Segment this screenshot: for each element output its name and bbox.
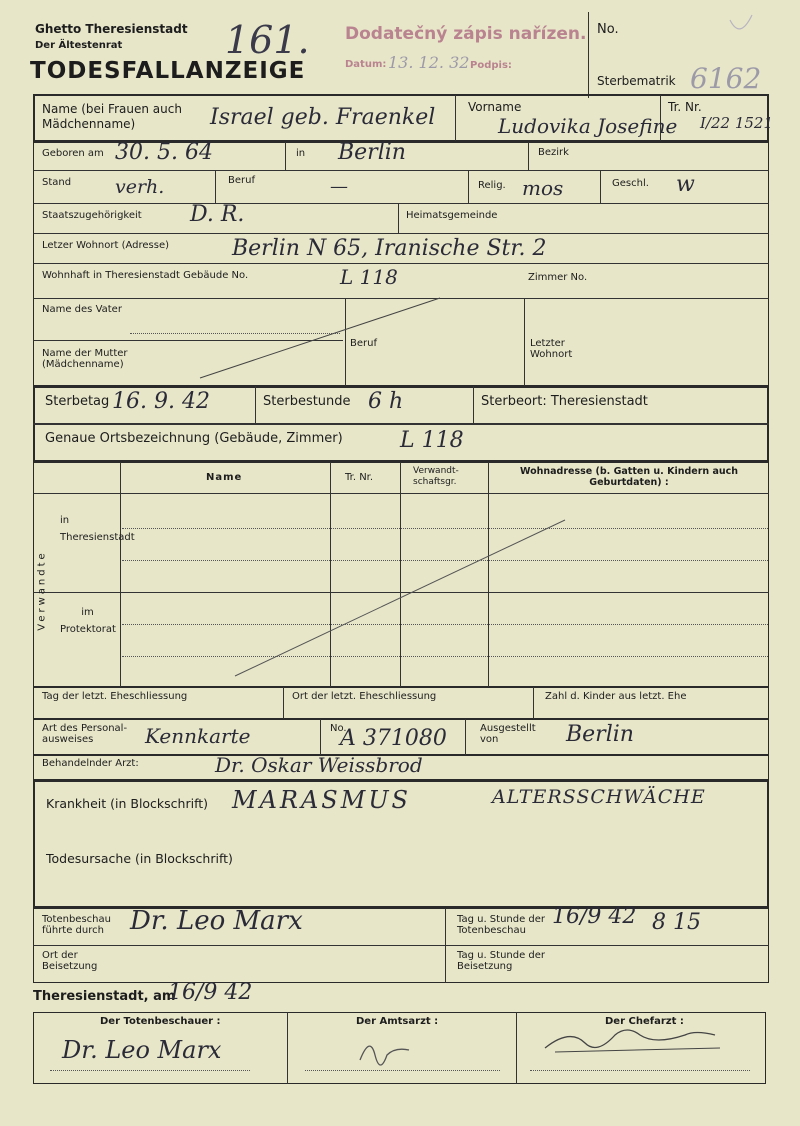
stand-label: Stand bbox=[42, 177, 72, 188]
stamp-datum-label: Datum: bbox=[345, 59, 387, 70]
sterbetag-label: Sterbetag bbox=[45, 394, 110, 409]
todesursache-label: Todesursache (in Blockschrift) bbox=[46, 851, 233, 866]
col-wohnadresse: Wohnadresse (b. Gatten u. Kindern auch Geburtdaten) : bbox=[519, 466, 739, 488]
beruf-value: — bbox=[330, 176, 348, 197]
ortsbez-value: L 118 bbox=[400, 428, 464, 453]
in-label: in bbox=[296, 148, 306, 159]
handwritten-number: 161. bbox=[225, 18, 310, 62]
ausweis-no-value: A 371080 bbox=[340, 726, 447, 751]
beruf-label: Beruf bbox=[228, 175, 255, 186]
beruf2-label: Beruf bbox=[350, 338, 377, 349]
sterbetag-value: 16. 9. 42 bbox=[112, 389, 210, 414]
ausweis-no-label: No. bbox=[330, 723, 347, 734]
wohnhaft-label: Wohnhaft in Theresienstadt Gebäude No. bbox=[42, 270, 249, 281]
vater-label: Name des Vater bbox=[42, 304, 122, 315]
stamp-nachtrag: Dodatečný zápis nařízen. bbox=[345, 24, 587, 44]
totenbeschau-label: Totenbeschau führte durch bbox=[42, 914, 111, 936]
bezirk-label: Bezirk bbox=[538, 147, 569, 158]
date-line-value: 16/9 42 bbox=[168, 980, 253, 1005]
vorname-label: Vorname bbox=[468, 100, 522, 114]
ortsbez-label: Genaue Ortsbezeichnung (Gebäude, Zimmer) bbox=[45, 431, 343, 446]
in-theresienstadt-label: in Theresienstadt bbox=[60, 515, 135, 543]
krankheit-label: Krankheit (in Blockschrift) bbox=[46, 796, 209, 811]
geboren-label: Geboren am bbox=[42, 148, 104, 159]
heimat-label: Heimatsgemeinde bbox=[406, 210, 498, 221]
ort-ehe-label: Ort der letzt. Eheschliessung bbox=[292, 691, 437, 702]
in-value: Berlin bbox=[338, 140, 406, 165]
ausgestellt-value: Berlin bbox=[566, 722, 634, 747]
im-protektorat-label: im Protektorat bbox=[60, 607, 116, 635]
ausgestellt-label: Ausgestellt von bbox=[480, 723, 536, 745]
tag-beisetzung-label: Tag u. Stunde der Beisetzung bbox=[457, 950, 546, 972]
org-line1: Ghetto Theresienstadt bbox=[35, 22, 188, 36]
arzt-value: Dr. Oskar Weissbrod bbox=[215, 753, 423, 777]
verwandte-side-label: Verwandte bbox=[36, 550, 48, 631]
wohnort-label: Letzer Wohnort (Adresse) bbox=[42, 240, 170, 251]
sterbestunde-label: Sterbestunde bbox=[263, 394, 351, 409]
org-line2: Der Ältestenrat bbox=[35, 40, 123, 51]
col-verwandt: Verwandt-schaftsgr. bbox=[413, 466, 459, 487]
col-trnr: Tr. Nr. bbox=[345, 472, 374, 483]
sterbematrik-value: 6162 bbox=[690, 62, 762, 95]
sig-amtsarzt-label: Der Amtsarzt : bbox=[356, 1016, 439, 1027]
geschl-label: Geschl. bbox=[612, 178, 649, 189]
trnr-value: I/22 1521 bbox=[700, 114, 774, 132]
relig-label: Relig. bbox=[478, 180, 506, 191]
letzter-wohnort-label: Letzter Wohnort bbox=[530, 338, 573, 360]
trnr-label: Tr. Nr. bbox=[668, 100, 702, 114]
geboren-value: 30. 5. 64 bbox=[115, 140, 213, 165]
sterbematrik-label: Sterbematrik bbox=[597, 74, 676, 88]
name-label: Name (bei Frauen auch Mädchenname) bbox=[42, 102, 182, 131]
sterbeort-label: Sterbeort: Theresienstadt bbox=[481, 394, 648, 409]
tag-totenbeschau-value: 16/9 42 bbox=[552, 904, 637, 929]
mutter-label: Name der Mutter (Mädchenname) bbox=[42, 348, 128, 370]
ort-beisetzung-label: Ort der Beisetzung bbox=[42, 950, 98, 972]
geschl-value: w bbox=[676, 172, 695, 197]
arzt-label: Behandelnder Arzt: bbox=[42, 758, 139, 769]
stamp-datum-value: 13. 12. 32 bbox=[388, 53, 470, 72]
staats-label: Staatszugehörigkeit bbox=[42, 210, 142, 221]
tag-totenbeschau-label: Tag u. Stunde der Totenbeschau bbox=[457, 914, 546, 936]
krankheit-value1: MARASMUS bbox=[232, 786, 411, 814]
sig-totenbeschauer-value: Dr. Leo Marx bbox=[62, 1036, 222, 1064]
totenbeschau-value: Dr. Leo Marx bbox=[130, 906, 303, 936]
wohnhaft-value: L 118 bbox=[340, 265, 398, 289]
relig-value: mos bbox=[522, 176, 564, 200]
krankheit-value2: ALTERSSCHWÄCHE bbox=[492, 786, 706, 808]
tag-ehe-label: Tag der letzt. Eheschliessung bbox=[42, 691, 188, 702]
sterbestunde-value: 6 h bbox=[368, 389, 404, 414]
staats-value: D. R. bbox=[190, 202, 245, 227]
form-title: TODESFALLANZEIGE bbox=[30, 58, 306, 84]
name-value: Israel geb. Fraenkel bbox=[210, 105, 436, 130]
stand-value: verh. bbox=[115, 176, 165, 198]
kinder-label: Zahl d. Kinder aus letzt. Ehe bbox=[545, 691, 687, 702]
zimmer-label: Zimmer No. bbox=[528, 272, 588, 283]
stunde-totenbeschau-value: 8 15 bbox=[652, 910, 701, 935]
date-line-label: Theresienstadt, am bbox=[33, 989, 176, 1004]
col-name: Name bbox=[206, 472, 243, 483]
ausweis-label: Art des Personal-ausweises bbox=[42, 723, 128, 745]
stamp-podpis: Podpis: bbox=[470, 60, 512, 71]
wohnort-value: Berlin N 65, Iranische Str. 2 bbox=[232, 236, 547, 261]
sig-totenbeschauer-label: Der Totenbeschauer : bbox=[100, 1016, 221, 1027]
no-label: No. bbox=[597, 22, 619, 37]
vorname-value: Ludovika Josefine bbox=[498, 114, 678, 138]
sig-chefarzt-label: Der Chefarzt : bbox=[605, 1016, 684, 1027]
ausweis-value: Kennkarte bbox=[145, 724, 251, 748]
